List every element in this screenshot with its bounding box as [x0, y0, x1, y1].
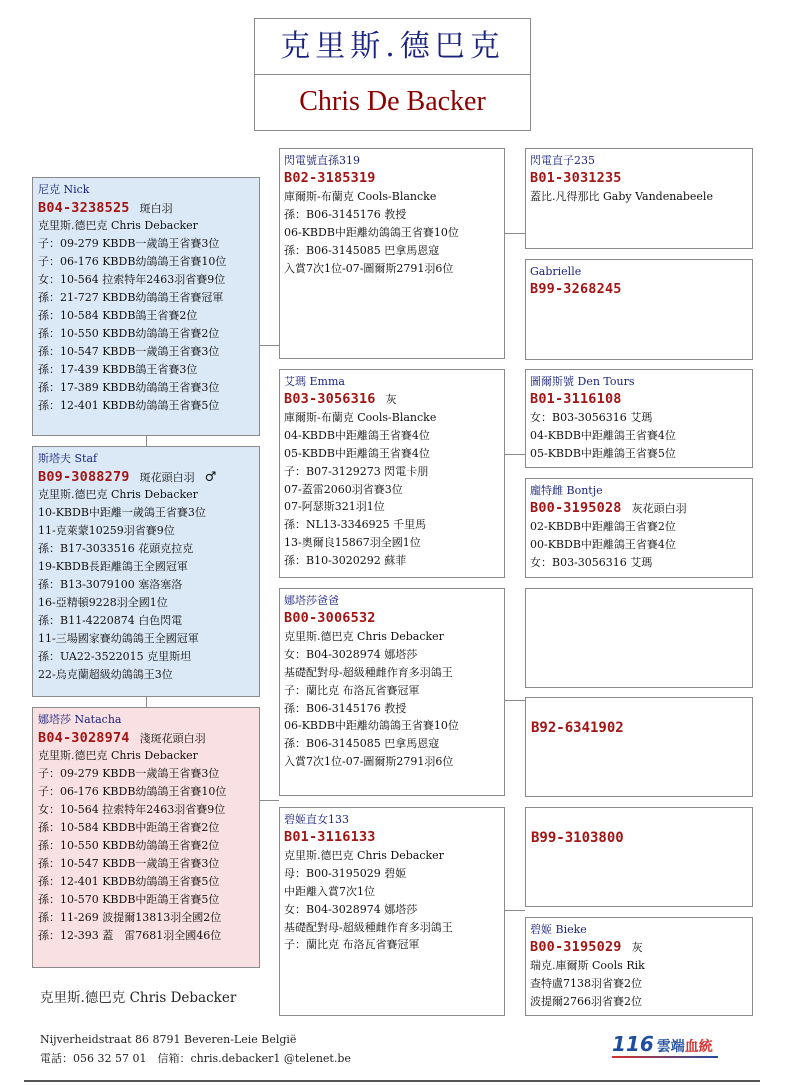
pedigree-note: 孫：B11-4220874 白色閃電 [38, 614, 183, 627]
pedigree-note: 入賞7次1位-07-圖爾斯2791羽6位 [284, 261, 454, 275]
owner-signature: 克里斯.德巴克 Chris Debacker [40, 990, 237, 1006]
pedigree-note: 子：09-279 KBDB一歲鴿王省賽3位 [38, 767, 220, 780]
pedigree-note: 16-亞精頓9228羽全國1位 [38, 596, 168, 609]
pedigree-note: 子：06-176 KBDB幼鴿鴿王省賽10位 [38, 785, 227, 798]
ring-number: B02-3185319 [284, 169, 376, 186]
pedigree-note: 06-KBDB中距離幼鴿鴿王省賽10位 [284, 719, 459, 733]
ring-number: B00-3006532 [284, 609, 376, 626]
pedigree-note: 11-三場國家賽幼鴿鴿王全國冠軍 [38, 632, 199, 645]
sds-card [525, 369, 753, 468]
dam-pigeon-card [32, 707, 260, 968]
ring-number: B01-3116133 [284, 828, 376, 845]
pigeon-name: 閃電直子235 [530, 154, 595, 167]
pedigree-note: 07-阿瑟斯321羽1位 [284, 500, 385, 514]
pedigree-note: 孫：10-550 KBDB幼鴿鴿王省賽2位 [38, 327, 220, 340]
connector-line [505, 233, 525, 234]
pedigree-note: 克里斯.德巴克 Chris Debacker [284, 629, 444, 643]
pedigree-note: 女：10-564 拉索特年2463羽省賽9位 [38, 273, 226, 286]
pedigree-note: 孫：B13-3079100 塞洛塞洛 [38, 578, 183, 591]
pedigree-note: 子：09-279 KBDB一歲鴿王省賽3位 [38, 237, 220, 250]
logo-underline [612, 1056, 718, 1058]
pigeon-name: Gabrielle [530, 265, 582, 278]
connector-line [260, 345, 279, 346]
subject-pigeon-card [32, 177, 260, 436]
pedigree-note: 孫：B06-3145085 巴拿馬恩寇 [284, 243, 440, 257]
breeder-name-zh: 克里斯.德巴克 [255, 19, 530, 75]
dds-card [525, 807, 753, 907]
pigeon-color: 灰花頭白羽 [631, 501, 687, 515]
pedigree-note: 孫：10-550 KBDB幼鴿鴿王省賽2位 [38, 839, 220, 852]
ring-number: B01-3116108 [530, 390, 622, 407]
connector-line [505, 700, 525, 701]
pedigree-note: 孫：21-727 KBDB幼鴿鴿王省賽冠軍 [38, 291, 224, 304]
pedigree-note: 孫：B06-3145085 巴拿馬恩寇 [284, 737, 440, 751]
pedigree-note: 子：蘭比克 布洛瓦省賽冠軍 [284, 938, 420, 952]
connector-line [146, 436, 147, 446]
pedigree-note: 孫：10-547 KBDB一歲鴿王省賽3位 [38, 857, 220, 870]
pedigree-note: 中距離入賞7次1位 [284, 884, 375, 898]
ring-number: B04-3028974 [38, 730, 130, 746]
ring-number: B92-6341902 [531, 720, 624, 736]
pigeon-color: 灰 [631, 940, 643, 954]
pedigree-note: 孫：B06-3145176 教授 [284, 701, 407, 715]
dam-sire-card [279, 588, 505, 796]
logo [612, 1032, 713, 1056]
ring-number: B99-3103800 [531, 830, 624, 846]
pigeon-name: 娜塔莎 Natacha [38, 713, 122, 726]
pedigree-note: 孫：11-269 波提爾13813羽全國2位 [38, 911, 222, 924]
pedigree-note: 11-克萊蒙10259羽省賽9位 [38, 524, 175, 537]
pigeon-color: 斑花頭白羽 [139, 471, 195, 484]
ring-number: B01-3031235 [530, 169, 622, 186]
pigeon-name: 圖爾斯號 Den Tours [530, 375, 635, 388]
pedigree-note: 子：06-176 KBDB幼鴿鴿王省賽10位 [38, 255, 227, 268]
ring-number: B00-3195028 [530, 499, 622, 516]
pigeon-name: 碧姬直女133 [284, 813, 349, 826]
connector-line [505, 910, 525, 911]
pedigree-note: 05-KBDB中距離鴿王省賽5位 [530, 446, 676, 460]
logo-text: 雲端血統 [656, 1039, 713, 1055]
pedigree-note: 22-烏克蘭超級幼鴿鴿王3位 [38, 668, 173, 681]
pedigree-note: 基礎配對母-超級種雌作育多羽鴿王 [284, 665, 453, 679]
ring-number: B99-3268245 [530, 280, 622, 297]
pedigree-note: 克里斯.德巴克 Chris Debacker [38, 219, 198, 232]
sire-sire-card [279, 148, 505, 359]
pedigree-note: 孫：12-393 蓋 雷7681羽全國46位 [38, 929, 222, 942]
ring-number: B03-3056316 [284, 390, 376, 407]
pedigree-note: 庫爾斯-布蘭克 Cools-Blancke [284, 189, 437, 203]
ssd-card [525, 259, 753, 360]
pigeon-name: 龐特雌 Bontje [530, 484, 603, 497]
pigeon-name: 尼克 Nick [38, 183, 90, 196]
ring-number: B00-3195029 [530, 938, 622, 955]
pedigree-note: 入賞7次1位-07-圖爾斯2791羽6位 [284, 755, 454, 769]
connector-line [505, 454, 525, 455]
sdd-card [525, 478, 753, 578]
bottom-divider [24, 1080, 760, 1082]
pedigree-note: 孫：B10-3020292 蘇菲 [284, 554, 407, 568]
ring-number: B04-3238525 [38, 200, 130, 216]
pedigree-note: 孫：12-401 KBDB幼鴿鴿王省賽5位 [38, 875, 220, 888]
pedigree-note: 02-KBDB中距離鴿王省賽2位 [530, 519, 676, 533]
pedigree-note: 孫：10-570 KBDB中距鴿王省賽5位 [38, 893, 220, 906]
dss-card-empty [525, 588, 753, 688]
pedigree-note: 孫：10-547 KBDB一歲鴿王省賽3位 [38, 345, 220, 358]
ddd-card [525, 917, 753, 1016]
pedigree-note: 波提爾2766羽省賽2位 [530, 994, 642, 1008]
connector-line [146, 697, 147, 707]
contact-info: 電話：056 32 57 01 信箱：chris.debacker1 @telenet.be [40, 1052, 351, 1065]
sss-card [525, 148, 753, 249]
pedigree-note: 孫：12-401 KBDB幼鴿鴿王省賽5位 [38, 399, 220, 412]
pedigree-note: 母：B00-3195029 碧姬 [284, 866, 407, 880]
pedigree-note: 07-蓋雷2060羽省賽3位 [284, 482, 403, 496]
pedigree-note: 查特盧7138羽省賽2位 [530, 976, 642, 990]
pedigree-note: 女：B03-3056316 艾瑪 [530, 410, 653, 424]
pedigree-note: 女：10-564 拉索特年2463羽省賽9位 [38, 803, 226, 816]
pedigree-note: 孫：17-389 KBDB幼鴿鴿王省賽3位 [38, 381, 220, 394]
connector-line [260, 800, 279, 801]
pedigree-note: 孫：B06-3145176 教授 [284, 207, 407, 221]
pedigree-note: 孫：UA22-3522015 克里斯坦 [38, 650, 192, 663]
pedigree-note: 13-奧爾良15867羽全國1位 [284, 536, 421, 550]
breeder-name-en: Chris De Backer [299, 86, 486, 117]
dam-dam-card [279, 807, 505, 1016]
pedigree-note: 04-KBDB中距離鴿王省賽4位 [530, 428, 676, 442]
pedigree-note: 00-KBDB中距離鴿王省賽4位 [530, 537, 676, 551]
pedigree-note: 06-KBDB中距離幼鴿鴿王省賽10位 [284, 225, 459, 239]
logo-number: 116 [612, 1032, 654, 1056]
pedigree-note: 04-KBDB中距離鴿王省賽4位 [284, 428, 430, 442]
pedigree-note: 基礎配對母-超級種雌作育多羽鴿王 [284, 920, 453, 934]
pedigree-note: 10-KBDB中距離一歲鴿王省賽3位 [38, 506, 206, 519]
pigeon-name: 碧姬 Bieke [530, 923, 587, 936]
pedigree-note: 子：蘭比克 布洛瓦省賽冠軍 [284, 683, 420, 697]
pedigree-note: 孫：10-584 KBDB中距鴿王省賽2位 [38, 821, 220, 834]
ring-number: B09-3088279 [38, 469, 130, 485]
pedigree-note: 孫：10-584 KBDB鴿王省賽2位 [38, 309, 198, 322]
title-box [254, 18, 531, 131]
pedigree-note: 蓋比.凡得那比 Gaby Vandenabeele [530, 189, 713, 203]
male-symbol-icon: ♂ [204, 470, 217, 485]
pedigree-note: 克里斯.德巴克 Chris Debacker [38, 488, 198, 501]
dsd-card [525, 697, 753, 797]
pigeon-name: 艾瑪 Emma [284, 375, 345, 388]
pigeon-name: 娜塔莎爸爸 [284, 594, 339, 607]
pedigree-note: 瑞克.庫爾斯 Cools Rik [530, 958, 645, 972]
pedigree-note: 孫：B17-3033516 花頭克拉克 [38, 542, 194, 555]
pedigree-note: 庫爾斯-布蘭克 Cools-Blancke [284, 410, 437, 424]
pigeon-color: 斑白羽 [139, 202, 173, 215]
pedigree-note: 孫：17-439 KBDB鴿王省賽3位 [38, 363, 198, 376]
address: Nijverheidstraat 86 8791 Beveren-Leie België [40, 1033, 297, 1046]
pedigree-note: 子：B07-3129273 閃電卡朋 [284, 464, 429, 478]
pedigree-note: 克里斯.德巴克 Chris Debacker [38, 749, 198, 762]
pigeon-color: 灰 [385, 392, 397, 406]
pedigree-note: 19-KBDB長距離鴿王全國冠軍 [38, 560, 188, 573]
pedigree-note: 女：B04-3028974 娜塔莎 [284, 647, 418, 661]
pedigree-note: 女：B03-3056316 艾瑪 [530, 555, 653, 569]
sire-dam-card [279, 369, 505, 578]
pigeon-name: 閃電號直孫319 [284, 154, 360, 167]
sire-pigeon-card [32, 446, 260, 697]
pedigree-note: 克里斯.德巴克 Chris Debacker [284, 848, 444, 862]
pedigree-note: 孫：NL13-3346925 千里馬 [284, 518, 427, 532]
pedigree-note: 女：B04-3028974 娜塔莎 [284, 902, 418, 916]
pigeon-color: 淺斑花頭白羽 [139, 732, 206, 745]
pigeon-name: 斯塔夫 Staf [38, 452, 98, 465]
pedigree-note: 05-KBDB中距離鴿王省賽4位 [284, 446, 430, 460]
